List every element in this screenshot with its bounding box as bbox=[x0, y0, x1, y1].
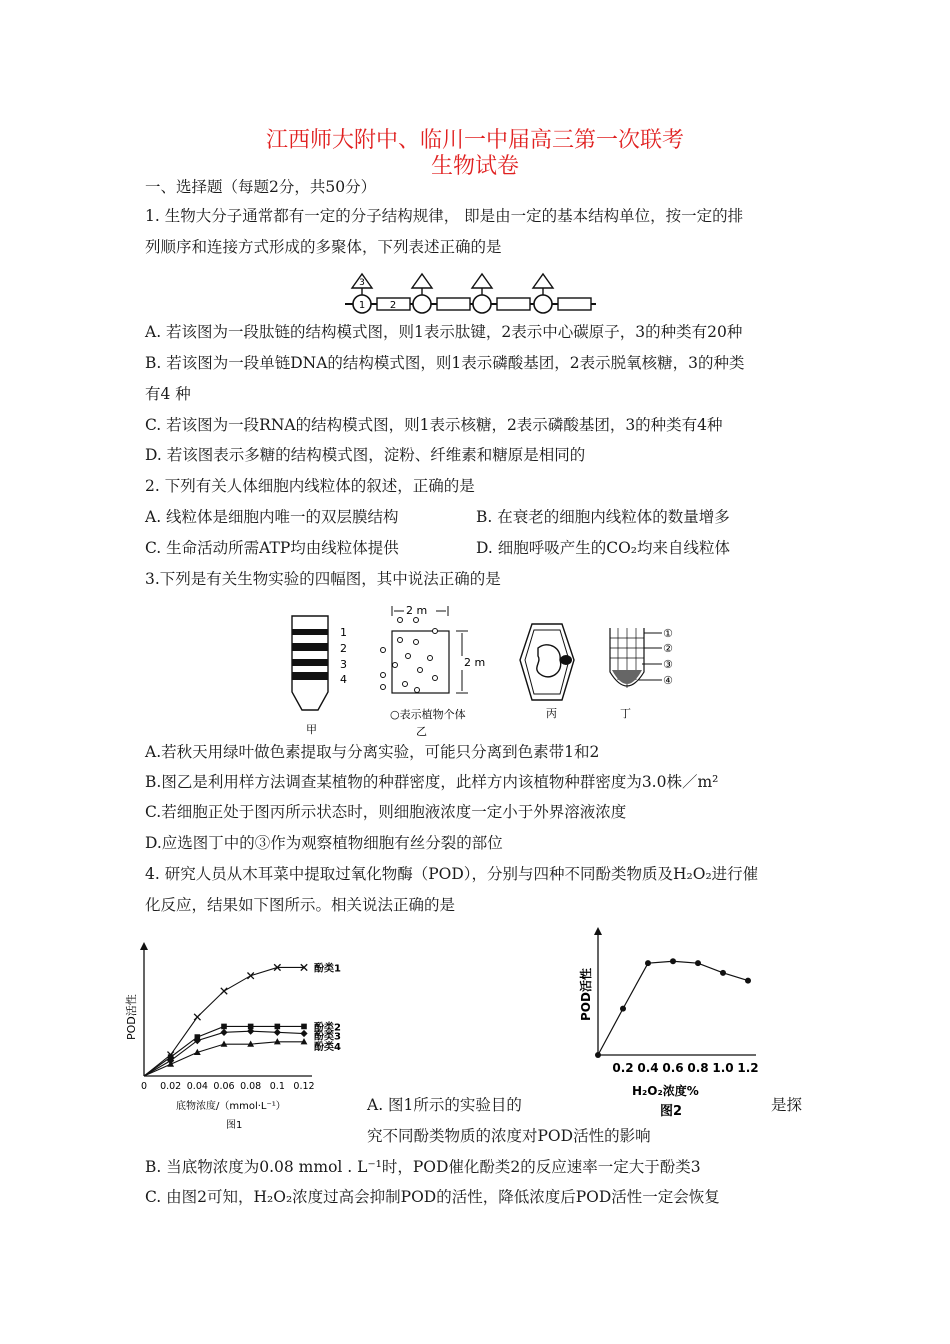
chart1-legend-label: 酚类3 bbox=[314, 1031, 341, 1043]
page-subtitle: 生物试卷 bbox=[430, 154, 519, 179]
q2-option-c: C. 生命活动所需ATP均由线粒体提供 bbox=[145, 539, 399, 557]
svg-text:②: ② bbox=[663, 642, 673, 655]
q3-option-d: D.应选图丁中的③作为观察植物细胞有丝分裂的部位 bbox=[145, 834, 503, 852]
svg-text:①: ① bbox=[663, 627, 673, 640]
q3-option-b: B.图乙是利用样方法调查某植物的种群密度，此样方内该植物种群密度为3.0株／m² bbox=[145, 773, 719, 791]
chart1-y-arrow bbox=[140, 942, 148, 950]
q2-option-a: A. 线粒体是细胞内唯一的双层膜结构 bbox=[145, 508, 399, 526]
chart2-data-point bbox=[720, 970, 726, 976]
q4-option-b: B. 当底物浓度为0.08 mmol . L⁻¹时，POD催化酚类2的反应速率一定大于酚类3 bbox=[145, 1158, 701, 1176]
chart2-x-tick-label: 0.4 bbox=[637, 1061, 659, 1075]
band-1 bbox=[292, 629, 328, 635]
figure-jia bbox=[292, 616, 347, 736]
label-3: 3 bbox=[359, 278, 365, 288]
chart2-x-tick-label: 0.8 bbox=[687, 1061, 709, 1075]
band-2 bbox=[292, 643, 328, 651]
chart1-legend-label: 酚类2 bbox=[314, 1022, 341, 1034]
svg-text:甲: 甲 bbox=[306, 723, 317, 736]
q2-option-b: B. 在衰老的细胞内线粒体的数量增多 bbox=[476, 508, 730, 526]
chart2-title: 图2 bbox=[660, 1104, 683, 1119]
q1-option-d: D. 若该图表示多糖的结构模式图，淀粉、纤维素和糖原是相同的 bbox=[145, 446, 586, 464]
chart1-x-tick-label: 0.02 bbox=[160, 1081, 182, 1092]
q1-option-a: A. 若该图为一段肽链的结构模式图，则1表示肽键，2表示中心碳原子，3的种类有20种 bbox=[145, 323, 743, 341]
chart1-x-tick-label: 0.08 bbox=[240, 1081, 262, 1092]
figure-bing bbox=[520, 624, 574, 720]
svg-text:③: ③ bbox=[663, 658, 673, 671]
chart2-data-point bbox=[620, 1006, 626, 1012]
chart1-data-point bbox=[275, 1024, 281, 1030]
svg-text:丁: 丁 bbox=[620, 707, 631, 720]
svg-text:2: 2 bbox=[340, 642, 347, 655]
svg-text:④: ④ bbox=[663, 674, 673, 687]
q2-stem: 2. 下列有关人体细胞内线粒体的叙述，正确的是 bbox=[145, 477, 475, 495]
svg-text:1: 1 bbox=[340, 626, 347, 639]
chart1-x-axis-label: 底物浓度/（mmol·L⁻¹） bbox=[176, 1101, 286, 1112]
q4-stem-line2: 化反应，结果如下图所示。相关说法正确的是 bbox=[145, 896, 456, 914]
q1-option-b-line2: 有4 种 bbox=[145, 385, 191, 403]
q4-option-a-line2: 究不同酚类物质的浓度对POD活性的影响 bbox=[367, 1127, 651, 1145]
q4-option-c: C. 由图2可知，H₂O₂浓度过高会抑制POD的活性，降低浓度后POD活性一定会恢复 bbox=[145, 1188, 720, 1206]
chart2-data-point bbox=[745, 978, 751, 984]
q1-option-b-line1: B. 若该图为一段单链DNA的结构模式图，则1表示磷酸基团，2表示脱氧核糖，3的种类 bbox=[145, 354, 745, 372]
chart2-x-tick-label: 0.6 bbox=[662, 1061, 684, 1075]
q3-option-a: A.若秋天用绿叶做色素提取与分离实验，可能只分离到色素带1和2 bbox=[145, 743, 600, 761]
chart1-data-point bbox=[300, 1030, 307, 1037]
chart2-x-tick-label: 0.2 bbox=[612, 1061, 634, 1075]
chart1-data-point bbox=[194, 1014, 200, 1020]
chart1-data-point bbox=[274, 1029, 281, 1036]
chart1-x-tick-label: 0.1 bbox=[269, 1081, 285, 1092]
q3-stem: 3.下列是有关生物实验的四幅图，其中说法正确的是 bbox=[145, 570, 501, 588]
chart1-data-point bbox=[247, 973, 253, 979]
chart1-data-point bbox=[221, 988, 227, 994]
chart2-data-point bbox=[670, 958, 676, 964]
chart1-y-axis-label: POD活性 bbox=[125, 994, 138, 1040]
chart1-legend-label: 酚类1 bbox=[314, 963, 341, 975]
chart2-x-tick-label: 1.0 bbox=[712, 1061, 734, 1075]
chart2-data-point bbox=[695, 960, 701, 966]
svg-text:乙: 乙 bbox=[416, 725, 427, 738]
q1-stem-line1: 1. 生物大分子通常都有一定的分子结构规律， 即是由一定的基本结构单位，按一定的排 bbox=[145, 207, 744, 225]
svg-text:2 m: 2 m bbox=[406, 604, 428, 617]
section-heading: 一、选择题（每题2分，共50分） bbox=[145, 178, 377, 196]
chart1-data-point bbox=[220, 1029, 227, 1036]
q4-option-a-line1-end: 是探 bbox=[771, 1096, 803, 1114]
page-title: 江西师大附中、临川一中届高三第一次联考 bbox=[265, 128, 684, 153]
svg-text:丙: 丙 bbox=[546, 707, 557, 720]
chart1-x-tick-label: 0 bbox=[140, 1081, 148, 1092]
chart1-data-point bbox=[221, 1024, 227, 1030]
q3-figure bbox=[280, 600, 690, 738]
chart1-series-line bbox=[144, 1031, 304, 1076]
chart1-data-point bbox=[301, 1024, 307, 1030]
chart1-x-tick-label: 0.12 bbox=[293, 1081, 315, 1092]
svg-text:4: 4 bbox=[340, 673, 347, 686]
q4-option-a-line1: A. 图1所示的实验目的 bbox=[367, 1096, 522, 1114]
polymer-diagram bbox=[340, 268, 600, 316]
chart1-x-tick-label: 0.06 bbox=[213, 1081, 235, 1092]
q1-option-c: C. 若该图为一段RNA的结构模式图，则1表示核糖，2表示磷酸基团，3的种类有4种 bbox=[145, 416, 723, 434]
chart2-x-tick-label: 1.2 bbox=[737, 1061, 759, 1075]
chart2-y-arrow bbox=[594, 927, 602, 935]
q4-stem-line1: 4. 研究人员从木耳菜中提取过氧化物酶（POD），分别与四种不同酚类物质及H₂O₂进行催 bbox=[145, 865, 759, 883]
q1-stem-line2: 列顺序和连接方式形成的多聚体，下列表述正确的是 bbox=[145, 238, 502, 256]
chart2-x-axis-label: H₂O₂浓度% bbox=[632, 1084, 699, 1098]
figure-yi bbox=[381, 604, 486, 738]
label-1: 1 bbox=[358, 300, 366, 311]
svg-text:3: 3 bbox=[340, 658, 347, 671]
chart1-legend-label: 酚类4 bbox=[314, 1041, 341, 1053]
svg-text:○表示植物个体: ○表示植物个体 bbox=[390, 708, 466, 721]
svg-text:2 m: 2 m bbox=[464, 656, 486, 669]
q3-option-c: C.若细胞正处于图丙所示状态时，则细胞液浓度一定小于外界溶液浓度 bbox=[145, 803, 627, 821]
band-4 bbox=[292, 672, 328, 680]
band-3 bbox=[292, 659, 328, 666]
chart2-data-point bbox=[595, 1052, 601, 1058]
chart2-y-axis-label: POD活性 bbox=[579, 968, 593, 1021]
chart1-title: 图1 bbox=[226, 1120, 243, 1131]
chart1-x-tick-label: 0.04 bbox=[186, 1081, 208, 1092]
chart-figure-2 bbox=[570, 925, 770, 1125]
label-2: 2 bbox=[389, 300, 397, 311]
chart2-data-point bbox=[645, 960, 651, 966]
chart-figure-1 bbox=[118, 940, 358, 1140]
q2-option-d: D. 细胞呼吸产生的CO₂均来自线粒体 bbox=[476, 539, 731, 557]
figure-ding bbox=[610, 627, 673, 720]
